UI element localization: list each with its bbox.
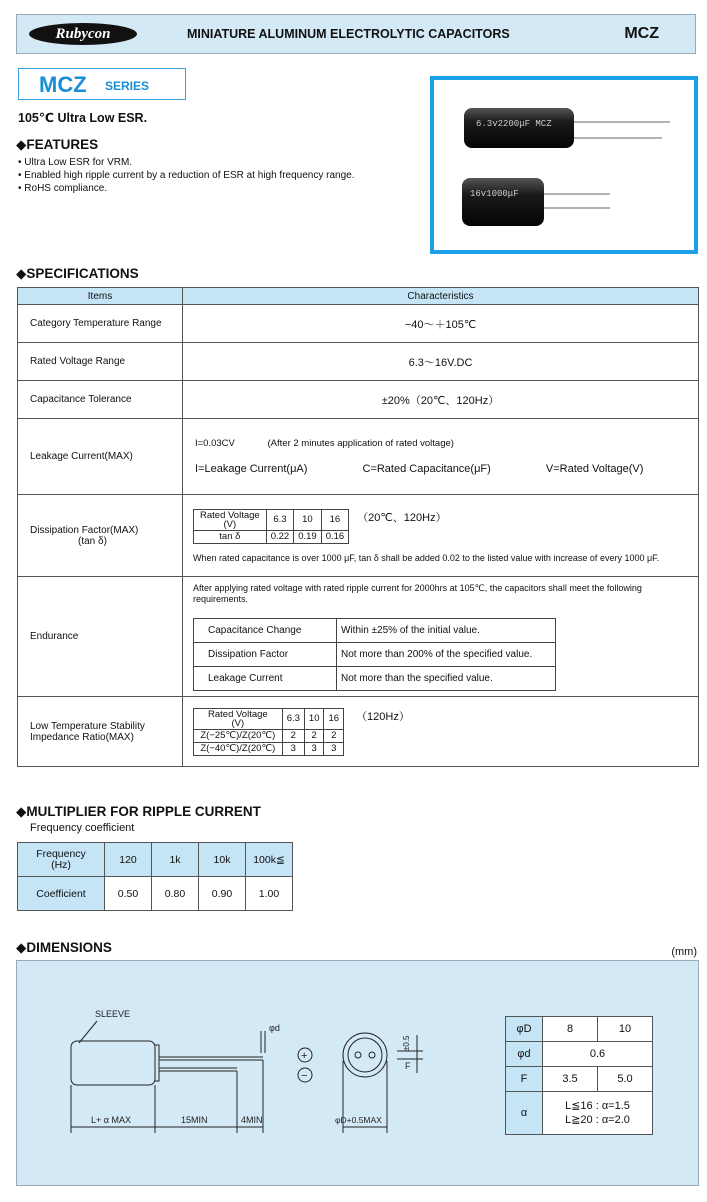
endurance-table xyxy=(193,618,556,691)
df-value: 0.22 xyxy=(266,530,294,543)
features-heading: ◆FEATURES xyxy=(16,137,99,152)
endurance-value: Not more than the specified value. xyxy=(337,666,556,690)
dimension-drawing xyxy=(17,961,497,1185)
endurance-item: Dissipation Factor xyxy=(194,642,337,666)
header-title: MINIATURE ALUMINUM ELECTROLYTIC CAPACITORS xyxy=(187,27,510,41)
dim-alpha-value: L≦16 : α=1.5 xyxy=(565,1100,630,1112)
minus-terminal-icon: − xyxy=(301,1070,308,1082)
lt-value: 3 xyxy=(304,742,324,755)
lt-label-sub: Impedance Ratio(MAX) xyxy=(30,731,134,743)
lead-length-label: 15MIN xyxy=(181,1115,208,1125)
coef-value: 0.50 xyxy=(105,877,152,911)
col-items: Items xyxy=(18,288,183,305)
freq-label: Frequency xyxy=(36,847,86,860)
lt-rated-voltage: Rated Voltage xyxy=(208,708,268,720)
df-label-sub: (tan δ) xyxy=(78,535,107,547)
lead-cut-label: 4MIN xyxy=(241,1115,263,1125)
coef-value: 1.00 xyxy=(246,877,293,911)
freq-value: 1k xyxy=(152,843,199,877)
temp-range-value: −40〜＋105℃ xyxy=(183,305,699,343)
voltage-range-value: 6.3〜16V.DC xyxy=(183,343,699,381)
df-label-cell xyxy=(18,495,183,577)
lt-label-cell xyxy=(18,697,183,767)
leakage-def-c: C=Rated Capacitance(μF) xyxy=(362,463,491,475)
dimensions-panel xyxy=(16,960,699,1186)
lt-table xyxy=(193,708,344,756)
pitch-label: F xyxy=(405,1061,411,1071)
lt-row-label: Z(−40℃)/Z(20℃) xyxy=(194,742,283,755)
endurance-item: Leakage Current xyxy=(194,666,337,690)
ripple-table xyxy=(17,842,293,911)
lt-value: 3 xyxy=(282,742,304,755)
leakage-def-i: I=Leakage Current(μA) xyxy=(195,463,308,475)
feature-item: • RoHS compliance. xyxy=(18,183,108,194)
table-row xyxy=(194,666,556,690)
df-condition: （20℃、120Hz） xyxy=(357,511,447,524)
body-length-label: L+ α MAX xyxy=(91,1115,131,1125)
dimensions-heading: ◆DIMENSIONS xyxy=(16,940,112,955)
series-label: SERIES xyxy=(105,79,150,93)
freq-value: 10k xyxy=(199,843,246,877)
feature-item: • Enabled high ripple current by a reduction of ESR at high frequency range. xyxy=(18,170,355,181)
df-note: When rated capacitance is over 1000 μF, tan δ shall be added 0.02 to the listed value with increase of every 1000 μF. xyxy=(193,552,660,563)
table-row xyxy=(194,642,556,666)
ripple-subheading: Frequency coefficient xyxy=(30,822,135,834)
dimensions-unit: (mm) xyxy=(671,946,697,958)
tolerance-value: ±20%（20℃、120Hz） xyxy=(183,381,699,419)
dim-d-value: 8 xyxy=(543,1017,598,1042)
tolerance-label: Capacitance Tolerance xyxy=(18,381,183,419)
col-characteristics: Characteristics xyxy=(183,288,699,305)
sleeve-label: SLEEVE xyxy=(95,1009,131,1019)
features-list xyxy=(18,156,354,195)
df-voltage: 6.3 xyxy=(266,509,294,530)
capacitor-illustration xyxy=(434,80,694,250)
dim-d-value: 10 xyxy=(598,1017,653,1042)
pitch-tolerance: ±0.5 xyxy=(402,1035,411,1051)
coef-value: 0.80 xyxy=(152,877,199,911)
df-table xyxy=(193,509,349,544)
ripple-heading: ◆MULTIPLIER FOR RIPPLE CURRENT xyxy=(16,804,261,819)
dim-alpha-value: L≧20 : α=2.0 xyxy=(565,1114,630,1126)
lt-condition: （120Hz） xyxy=(356,710,410,723)
df-label: Dissipation Factor(MAX) xyxy=(30,524,139,536)
plus-terminal-icon: + xyxy=(301,1050,308,1062)
cap2-print: 16v1000μF xyxy=(470,189,519,199)
freq-value: 120 xyxy=(105,843,152,877)
lt-value: 2 xyxy=(304,729,324,742)
coef-value: 0.90 xyxy=(199,877,246,911)
leakage-formula: I=0.03CV xyxy=(195,438,235,449)
freq-unit: (Hz) xyxy=(51,858,71,871)
lt-voltage: 6.3 xyxy=(282,708,304,729)
df-tan-label: tan δ xyxy=(194,530,267,543)
df-voltage: 10 xyxy=(294,509,322,530)
page-header xyxy=(16,14,696,54)
diameter-label: φD+0.5MAX xyxy=(335,1115,382,1125)
freq-value: 100k≦ xyxy=(246,843,293,877)
lt-label: Low Temperature Stability xyxy=(30,720,145,732)
lt-value: 2 xyxy=(324,729,344,742)
product-photo xyxy=(430,76,698,254)
dimensions-table xyxy=(505,1016,653,1135)
endurance-item: Capacitance Change xyxy=(194,618,337,642)
dim-f-value: 5.0 xyxy=(598,1067,653,1092)
header-series-code: MCZ xyxy=(624,25,659,42)
lt-rated-voltage-unit: (V) xyxy=(231,717,245,729)
table-row xyxy=(194,618,556,642)
dim-d-header: φD xyxy=(506,1017,543,1042)
dim-f-value: 3.5 xyxy=(543,1067,598,1092)
dim-lead-header: φd xyxy=(506,1042,543,1067)
endurance-note: After applying rated voltage with rated ripple current for 2000hrs at 105℃, the capacitors shall meet the following requirements. xyxy=(193,582,642,604)
series-box xyxy=(18,68,186,100)
endurance-label: Endurance xyxy=(18,577,183,697)
specifications-table xyxy=(17,287,699,767)
feature-item: • Ultra Low ESR for VRM. xyxy=(18,157,133,168)
lead-diameter-label: φd xyxy=(269,1023,280,1033)
lt-row-label: Z(−25℃)/Z(20℃) xyxy=(194,729,283,742)
df-value: 0.19 xyxy=(294,530,322,543)
temp-range-label: Category Temperature Range xyxy=(18,305,183,343)
lt-voltage: 16 xyxy=(324,708,344,729)
df-voltage: 16 xyxy=(321,509,349,530)
dim-f-header: F xyxy=(506,1067,543,1092)
df-value: 0.16 xyxy=(321,530,349,543)
df-rated-voltage: Rated Voltage xyxy=(200,509,260,521)
df-rated-voltage-unit: (V) xyxy=(223,518,237,530)
cap1-print: 6.3v2200μF MCZ xyxy=(476,119,552,129)
lt-voltage: 10 xyxy=(304,708,324,729)
lt-value: 2 xyxy=(282,729,304,742)
tagline: 105℃ Ultra Low ESR. xyxy=(18,111,148,125)
voltage-range-label: Rated Voltage Range xyxy=(18,343,183,381)
leakage-label: Leakage Current(MAX) xyxy=(18,419,183,495)
lt-value: 3 xyxy=(324,742,344,755)
specifications-heading: ◆SPECIFICATIONS xyxy=(16,266,139,281)
rubycon-logo: Rubycon xyxy=(29,23,137,45)
endurance-value: Within ±25% of the initial value. xyxy=(337,618,556,642)
leakage-note: (After 2 minutes application of rated voltage) xyxy=(267,438,454,449)
coef-label: Coefficient xyxy=(18,877,105,911)
dim-alpha-header: α xyxy=(506,1092,543,1135)
leakage-def-v: V=Rated Voltage(V) xyxy=(545,463,644,475)
endurance-value: Not more than 200% of the specified value. xyxy=(337,642,556,666)
series-name: MCZ xyxy=(39,72,87,97)
dim-lead-value: 0.6 xyxy=(543,1042,653,1067)
